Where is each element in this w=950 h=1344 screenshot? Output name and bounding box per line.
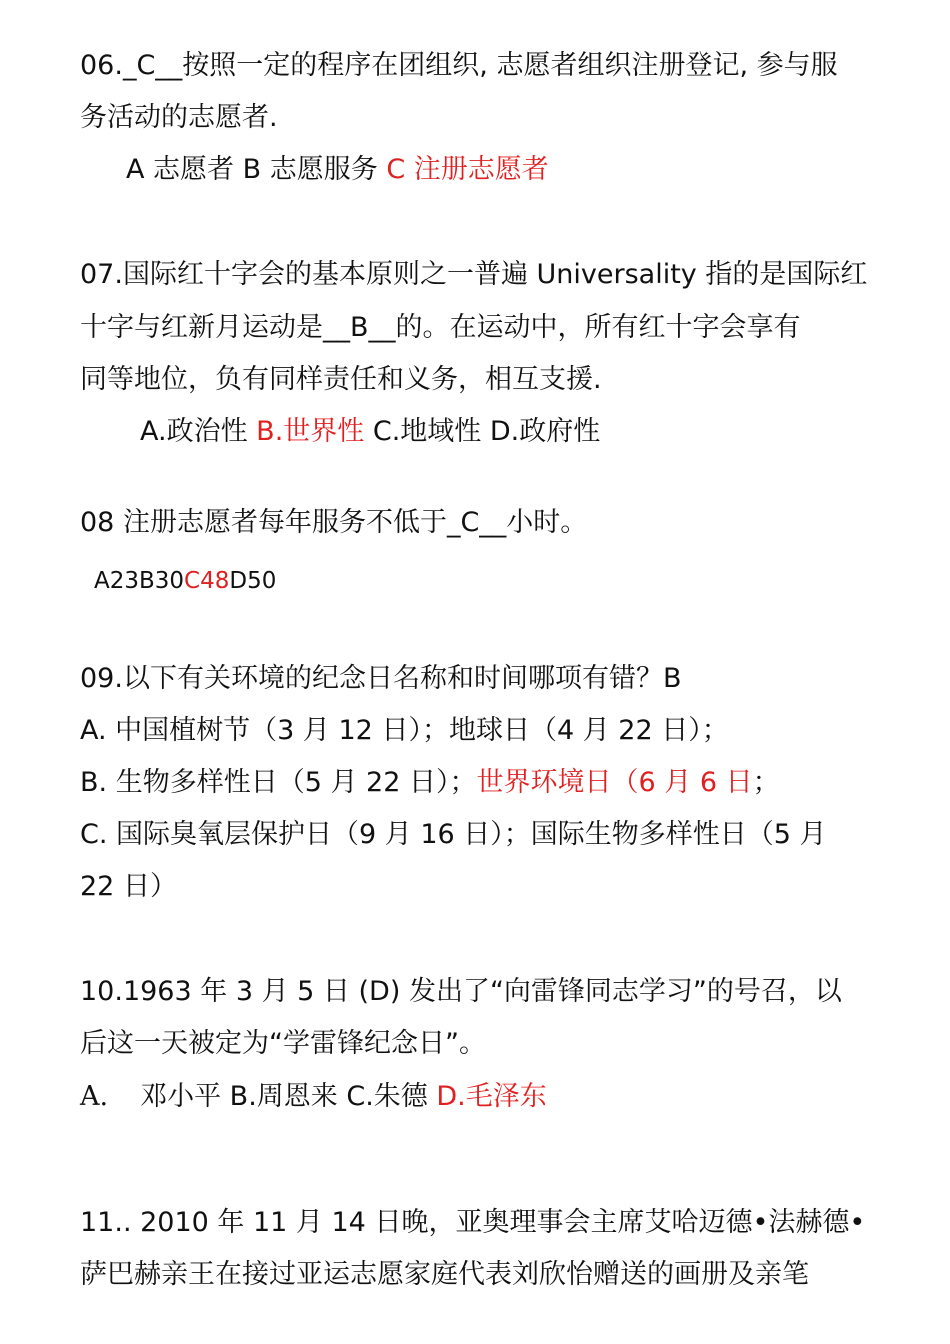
q08-answer: C48 <box>184 568 230 594</box>
q06-options-plain: A 志愿者 B 志愿服务 <box>126 154 387 185</box>
q08-option-ab: A23B30 <box>94 568 185 594</box>
q06-options <box>126 152 549 188</box>
q09-answer: 世界环境日（6 月 6 日 <box>476 767 753 798</box>
q10-option-a-label: A. <box>80 1081 109 1112</box>
q08-options <box>94 563 276 599</box>
q09-option-b-end: ； <box>752 767 780 798</box>
q07-line-1: 07.国际红十字会的基本原则之一普遍 Universality 指的是国际红 <box>80 259 868 290</box>
q09-option-c-line-1: C. 国际臭氧层保护日（9 月 16 日）；国际生物多样性日（5 月 <box>80 819 827 850</box>
q08-line-1: 08 注册志愿者每年服务不低于_C__小时。 <box>80 507 588 538</box>
q10-line-1: 10.1963 年 3 月 5 日 (D) 发出了“向雷锋同志学习”的号召，以 <box>80 976 842 1007</box>
q07-line-3: 同等地位，负有同样责任和义务，相互支援. <box>80 364 602 395</box>
q06-line-1: 06._C__按照一定的程序在团组织, 志愿者组织注册登记, 参与服 <box>80 50 838 81</box>
q11-line-1: 11.. 2010 年 11 月 14 日晚，亚奥理事会主席艾哈迈德•法赫德• <box>80 1207 866 1238</box>
q07-options <box>140 414 600 450</box>
q09-option-a: A. 中国植树节（3 月 12 日）；地球日（4 月 22 日）； <box>80 715 729 746</box>
q10-answer: D.毛泽东 <box>436 1081 547 1112</box>
q10-line-2: 后这一天被定为“学雷锋纪念日”。 <box>80 1028 486 1059</box>
q09-line-1: 09.以下有关环境的纪念日名称和时间哪项有错？B <box>80 663 682 694</box>
q07-line-2: 十字与红新月运动是__B__的。在运动中，所有红十字会享有 <box>80 312 801 343</box>
q07-option-a: A.政治性 <box>140 416 257 447</box>
q10-options <box>80 1079 547 1115</box>
q06-answer: C 注册志愿者 <box>386 154 549 185</box>
q07-answer: B.世界性 <box>256 416 365 447</box>
q09-option-b <box>80 765 780 801</box>
q11-line-2: 萨巴赫亲王在接过亚运志愿家庭代表刘欣怡赠送的画册及亲笔 <box>80 1259 809 1290</box>
q09-option-b-plain: B. 生物多样性日（5 月 22 日）； <box>80 767 477 798</box>
q10-option-abc: 邓小平 B.周恩来 C.朱德 <box>140 1081 437 1112</box>
q09-option-c-line-2: 22 日） <box>80 871 177 902</box>
q08-option-d: D50 <box>229 568 277 594</box>
q07-option-cd: C.地域性 D.政府性 <box>364 416 601 447</box>
q06-line-2: 务活动的志愿者. <box>80 102 278 133</box>
